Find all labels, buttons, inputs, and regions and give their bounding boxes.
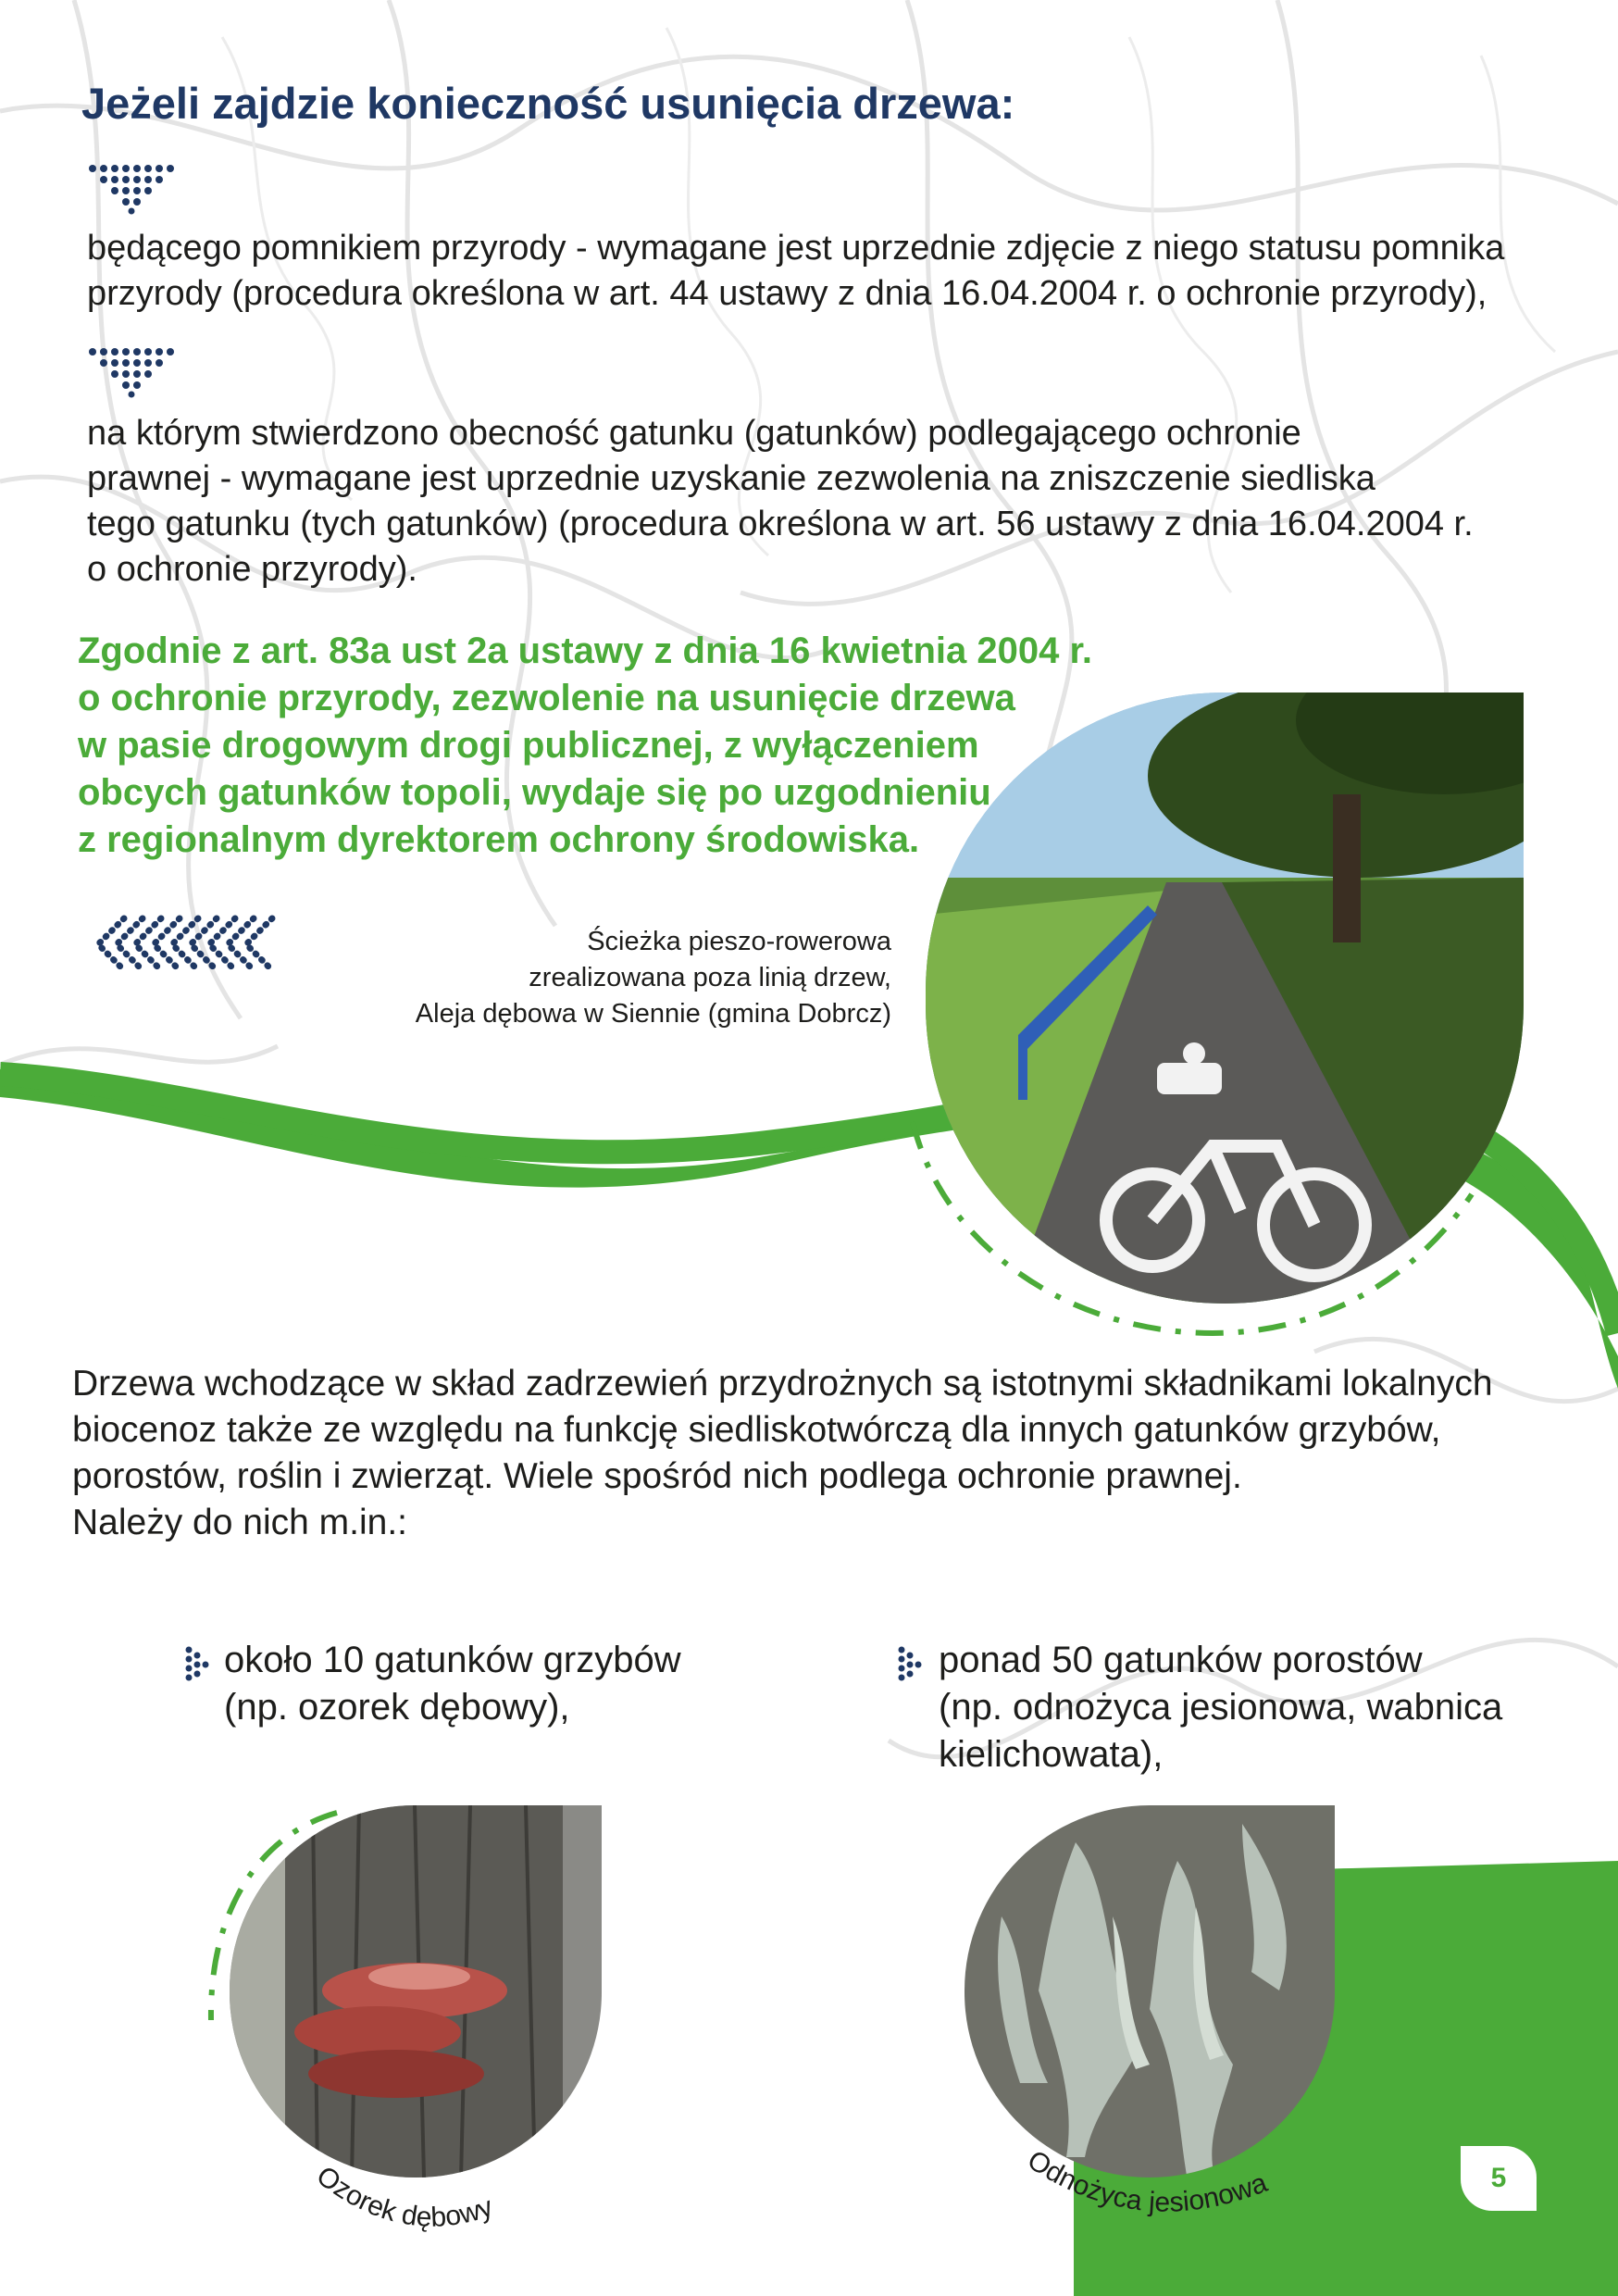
dot-chevrons-left-icon bbox=[93, 915, 283, 974]
photo-label-lichen bbox=[1014, 2146, 1292, 2248]
page-title: Jeżeli zajdzie konieczność usunięcia drzewa: bbox=[81, 79, 1015, 128]
photo-label-fungus bbox=[296, 2161, 537, 2263]
lichen-photo bbox=[965, 1805, 1335, 2177]
svg-text:Odnożyca jesionowa: Odnożyca jesionowa bbox=[1022, 2146, 1272, 2218]
dot-triangle-right-icon bbox=[185, 1646, 211, 1685]
body-paragraph: Drzewa wchodzące w skład zadrzewień przydrożnych są istotnymi składnikami lokalnych biocenoz także ze względu na funkcję siedliskotwórczą dla innych gatunków grzybów, porostów, roślin i zwierząt. Wiele spośród nich podlega ochronie prawnej. Należy do nich m.in.: bbox=[72, 1364, 1493, 1542]
list-item: na którym stwierdzono obecność gatunku (gatunków) podlegającego ochronie prawnej - wymagane jest uprzednie uzyskanie zezwolenia na zniszczenie siedliska tego gatunku (tych gatunków) (procedura określona w art. 56 ustawy z dnia 16.04.2004 r. o ochronie przyrody). bbox=[87, 414, 1474, 589]
dot-triangle-right-icon bbox=[898, 1646, 924, 1685]
dashed-arc-decoration bbox=[198, 1805, 346, 2028]
page-number: 5 bbox=[1461, 2146, 1537, 2211]
photo-caption: Ścieżka pieszo-rowerowa zrealizowana poza linią drzew, Aleja dębowa w Siennie (gmina Dobrcz) bbox=[415, 927, 891, 1029]
dashed-arc-decoration bbox=[898, 1102, 1490, 1342]
list-item: będącego pomnikiem przyrody - wymagane jest uprzednie zdjęcie z niego statusu pomnika przyrody (procedura określona w art. 44 ustawy z dnia 16.04.2004 r. o ochronie przyrody), bbox=[87, 229, 1505, 313]
svg-text:Ozorek dębowy: Ozorek dębowy bbox=[310, 2161, 497, 2233]
legal-note: Zgodnie z art. 83a ust 2a ustawy z dnia 16 kwietnia 2004 r. o ochronie przyrody, zezwolenie na usunięcie drzewa w pasie drogowym drogi publicznej, z wyłączeniem obcych gatunków topoli, wydaje się po uzgodnieniu z regionalnym dyrektorem ochrony środowiska. bbox=[78, 630, 1092, 860]
dot-arrow-down-icon bbox=[87, 346, 176, 398]
dot-arrow-down-icon bbox=[87, 163, 176, 215]
species-item-lichens: ponad 50 gatunków porostów (np. odnożyca jesionowa, wabnica kielichowata), bbox=[939, 1640, 1503, 1775]
species-item-fungi: około 10 gatunków grzybów (np. ozorek dębowy), bbox=[224, 1640, 681, 1728]
